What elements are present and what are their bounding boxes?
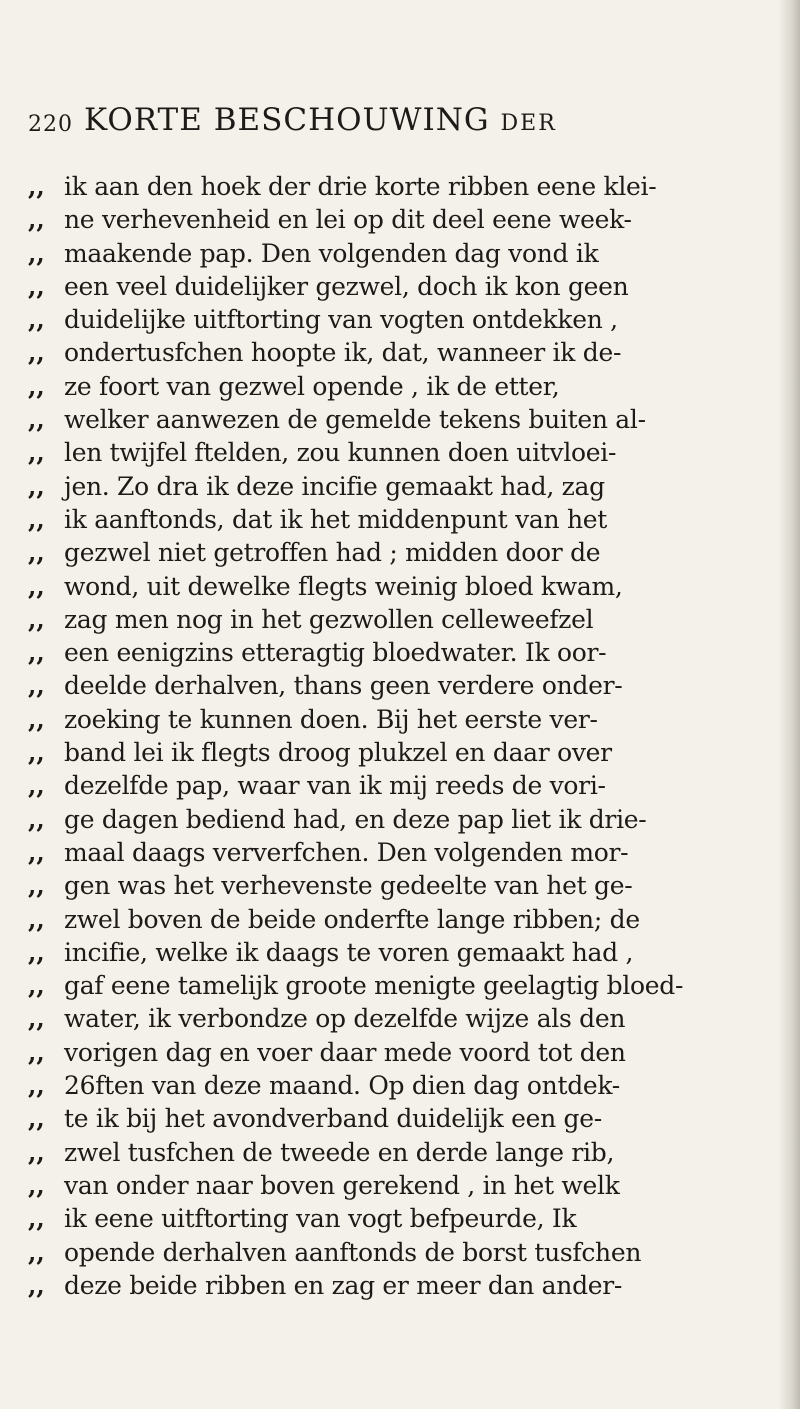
line-text: zwel tusfchen de tweede en derde lange rib, <box>64 1137 615 1167</box>
text-line <box>28 536 776 569</box>
text-line <box>28 303 776 336</box>
line-text: gaf eene tamelijk groote menigte geelagtig bloed- <box>64 971 684 1001</box>
text-line <box>28 1269 776 1302</box>
text-line <box>28 403 776 436</box>
line-text: jen. Zo dra ik deze incifie gemaakt had, zag <box>64 471 605 501</box>
line-text: incifie, welke ik daags te voren gemaakt had , <box>64 937 634 967</box>
line-text: vorigen dag en voer daar mede voord tot den <box>64 1037 626 1067</box>
line-text: len twijfel ftelden, zou kunnen doen uitvloei- <box>64 438 617 468</box>
quotation-mark: ,, <box>28 837 45 867</box>
text-line <box>28 669 776 702</box>
quotation-mark: ,, <box>28 771 45 801</box>
running-title-suffix: DER <box>500 111 557 136</box>
line-text: zwel boven de beide onderfte lange ribben; de <box>64 904 640 934</box>
line-text: ik aanftonds, dat ik het middenpunt van het <box>64 504 607 534</box>
line-text: wond, uit dewelke flegts weinig bloed kwam, <box>64 571 623 601</box>
quotation-mark: ,, <box>28 471 45 501</box>
line-text: een veel duidelijker gezwel, doch ik kon geen <box>64 271 629 301</box>
text-line <box>28 1169 776 1202</box>
text-line <box>28 703 776 736</box>
quotation-mark: ,, <box>28 504 45 534</box>
quotation-mark: ,, <box>28 871 45 901</box>
quotation-mark: ,, <box>28 405 45 435</box>
line-text: ondertusfchen hoopte ik, dat, wanneer ik de- <box>64 338 622 368</box>
quotation-mark: ,, <box>28 371 45 401</box>
running-title-main: KORTE BESCHOUWING <box>84 102 490 138</box>
running-header <box>28 102 768 144</box>
text-line <box>28 869 776 902</box>
line-text: water, ik verbondze op dezelfde wijze als den <box>64 1004 626 1034</box>
text-line <box>28 1202 776 1235</box>
line-text: opende derhalven aanftonds de borst tusfchen <box>64 1237 642 1267</box>
line-text: dezelfde pap, waar van ik mij reeds de vori- <box>64 771 606 801</box>
text-line <box>28 1136 776 1169</box>
line-text: maakende pap. Den volgenden dag vond ik <box>64 238 599 268</box>
line-text: welker aanwezen de gemelde tekens buiten al- <box>64 405 646 435</box>
quotation-mark: ,, <box>28 1037 45 1067</box>
quotation-mark: ,, <box>28 671 45 701</box>
line-text: 26ften van deze maand. Op dien dag ontdek- <box>64 1071 620 1101</box>
quotation-mark: ,, <box>28 438 45 468</box>
page-number: 220 <box>28 112 73 137</box>
text-line <box>28 1036 776 1069</box>
line-text: te ik bij het avondverband duidelijk een ge- <box>64 1104 602 1134</box>
quotation-mark: ,, <box>28 1104 45 1134</box>
body-text <box>28 170 776 1302</box>
line-text: van onder naar boven gerekend , in het welk <box>64 1170 620 1200</box>
quotation-mark: ,, <box>28 205 45 235</box>
line-text: deelde derhalven, thans geen verdere onder- <box>64 671 623 701</box>
quotation-mark: ,, <box>28 271 45 301</box>
text-line <box>28 769 776 802</box>
quotation-mark: ,, <box>28 1270 45 1300</box>
text-line <box>28 170 776 203</box>
text-line <box>28 1102 776 1135</box>
line-text: ne verhevenheid en lei op dit deel eene week- <box>64 205 632 235</box>
text-line <box>28 237 776 270</box>
quotation-mark: ,, <box>28 1137 45 1167</box>
quotation-mark: ,, <box>28 305 45 335</box>
line-text: deze beide ribben en zag er meer dan ander- <box>64 1270 623 1300</box>
text-line <box>28 270 776 303</box>
line-text: zag men nog in het gezwollen celleweefzel <box>64 604 594 634</box>
text-line <box>28 969 776 1002</box>
quotation-mark: ,, <box>28 738 45 768</box>
text-line <box>28 636 776 669</box>
line-text: duidelijke uitftorting van vogten ontdekken , <box>64 305 618 335</box>
text-line <box>28 1236 776 1269</box>
text-line <box>28 1002 776 1035</box>
quotation-mark: ,, <box>28 904 45 934</box>
line-text: ik eene uitftorting van vogt befpeurde, Ik <box>64 1204 577 1234</box>
line-text: band lei ik flegts droog plukzel en daar over <box>64 738 612 768</box>
line-text: ze foort van gezwel opende , ik de etter, <box>64 371 560 401</box>
text-line <box>28 470 776 503</box>
text-line <box>28 603 776 636</box>
line-text: een eenigzins etteragtig bloedwater. Ik oor- <box>64 638 607 668</box>
line-text: maal daags ververfchen. Den volgenden mor- <box>64 837 629 867</box>
text-line <box>28 503 776 536</box>
line-text: gen was het verhevenste gedeelte van het ge- <box>64 871 633 901</box>
line-text: zoeking te kunnen doen. Bij het eerste ver- <box>64 704 598 734</box>
quotation-mark: ,, <box>28 1170 45 1200</box>
quotation-mark: ,, <box>28 638 45 668</box>
quotation-mark: ,, <box>28 538 45 568</box>
quotation-mark: ,, <box>28 804 45 834</box>
quotation-mark: ,, <box>28 1237 45 1267</box>
line-text: ik aan den hoek der drie korte ribben eene klei- <box>64 172 657 201</box>
text-line <box>28 1069 776 1102</box>
text-line <box>28 436 776 469</box>
text-line <box>28 203 776 236</box>
quotation-mark: ,, <box>28 971 45 1001</box>
quotation-mark: ,, <box>28 937 45 967</box>
text-line <box>28 903 776 936</box>
quotation-mark: ,, <box>28 604 45 634</box>
text-line <box>28 570 776 603</box>
quotation-mark: ,, <box>28 172 45 201</box>
quotation-mark: ,, <box>28 1204 45 1234</box>
line-text: gezwel niet getroffen had ; midden door de <box>64 538 601 568</box>
quotation-mark: ,, <box>28 571 45 601</box>
text-line <box>28 736 776 769</box>
text-line <box>28 836 776 869</box>
quotation-mark: ,, <box>28 1071 45 1101</box>
line-text: ge dagen bediend had, en deze pap liet ik drie- <box>64 804 647 834</box>
running-title <box>84 102 557 138</box>
text-line <box>28 936 776 969</box>
text-line <box>28 370 776 403</box>
quotation-mark: ,, <box>28 338 45 368</box>
text-line <box>28 803 776 836</box>
quotation-mark: ,, <box>28 704 45 734</box>
page-edge-shadow <box>778 0 800 1409</box>
quotation-mark: ,, <box>28 238 45 268</box>
quotation-mark: ,, <box>28 1004 45 1034</box>
text-line <box>28 336 776 369</box>
